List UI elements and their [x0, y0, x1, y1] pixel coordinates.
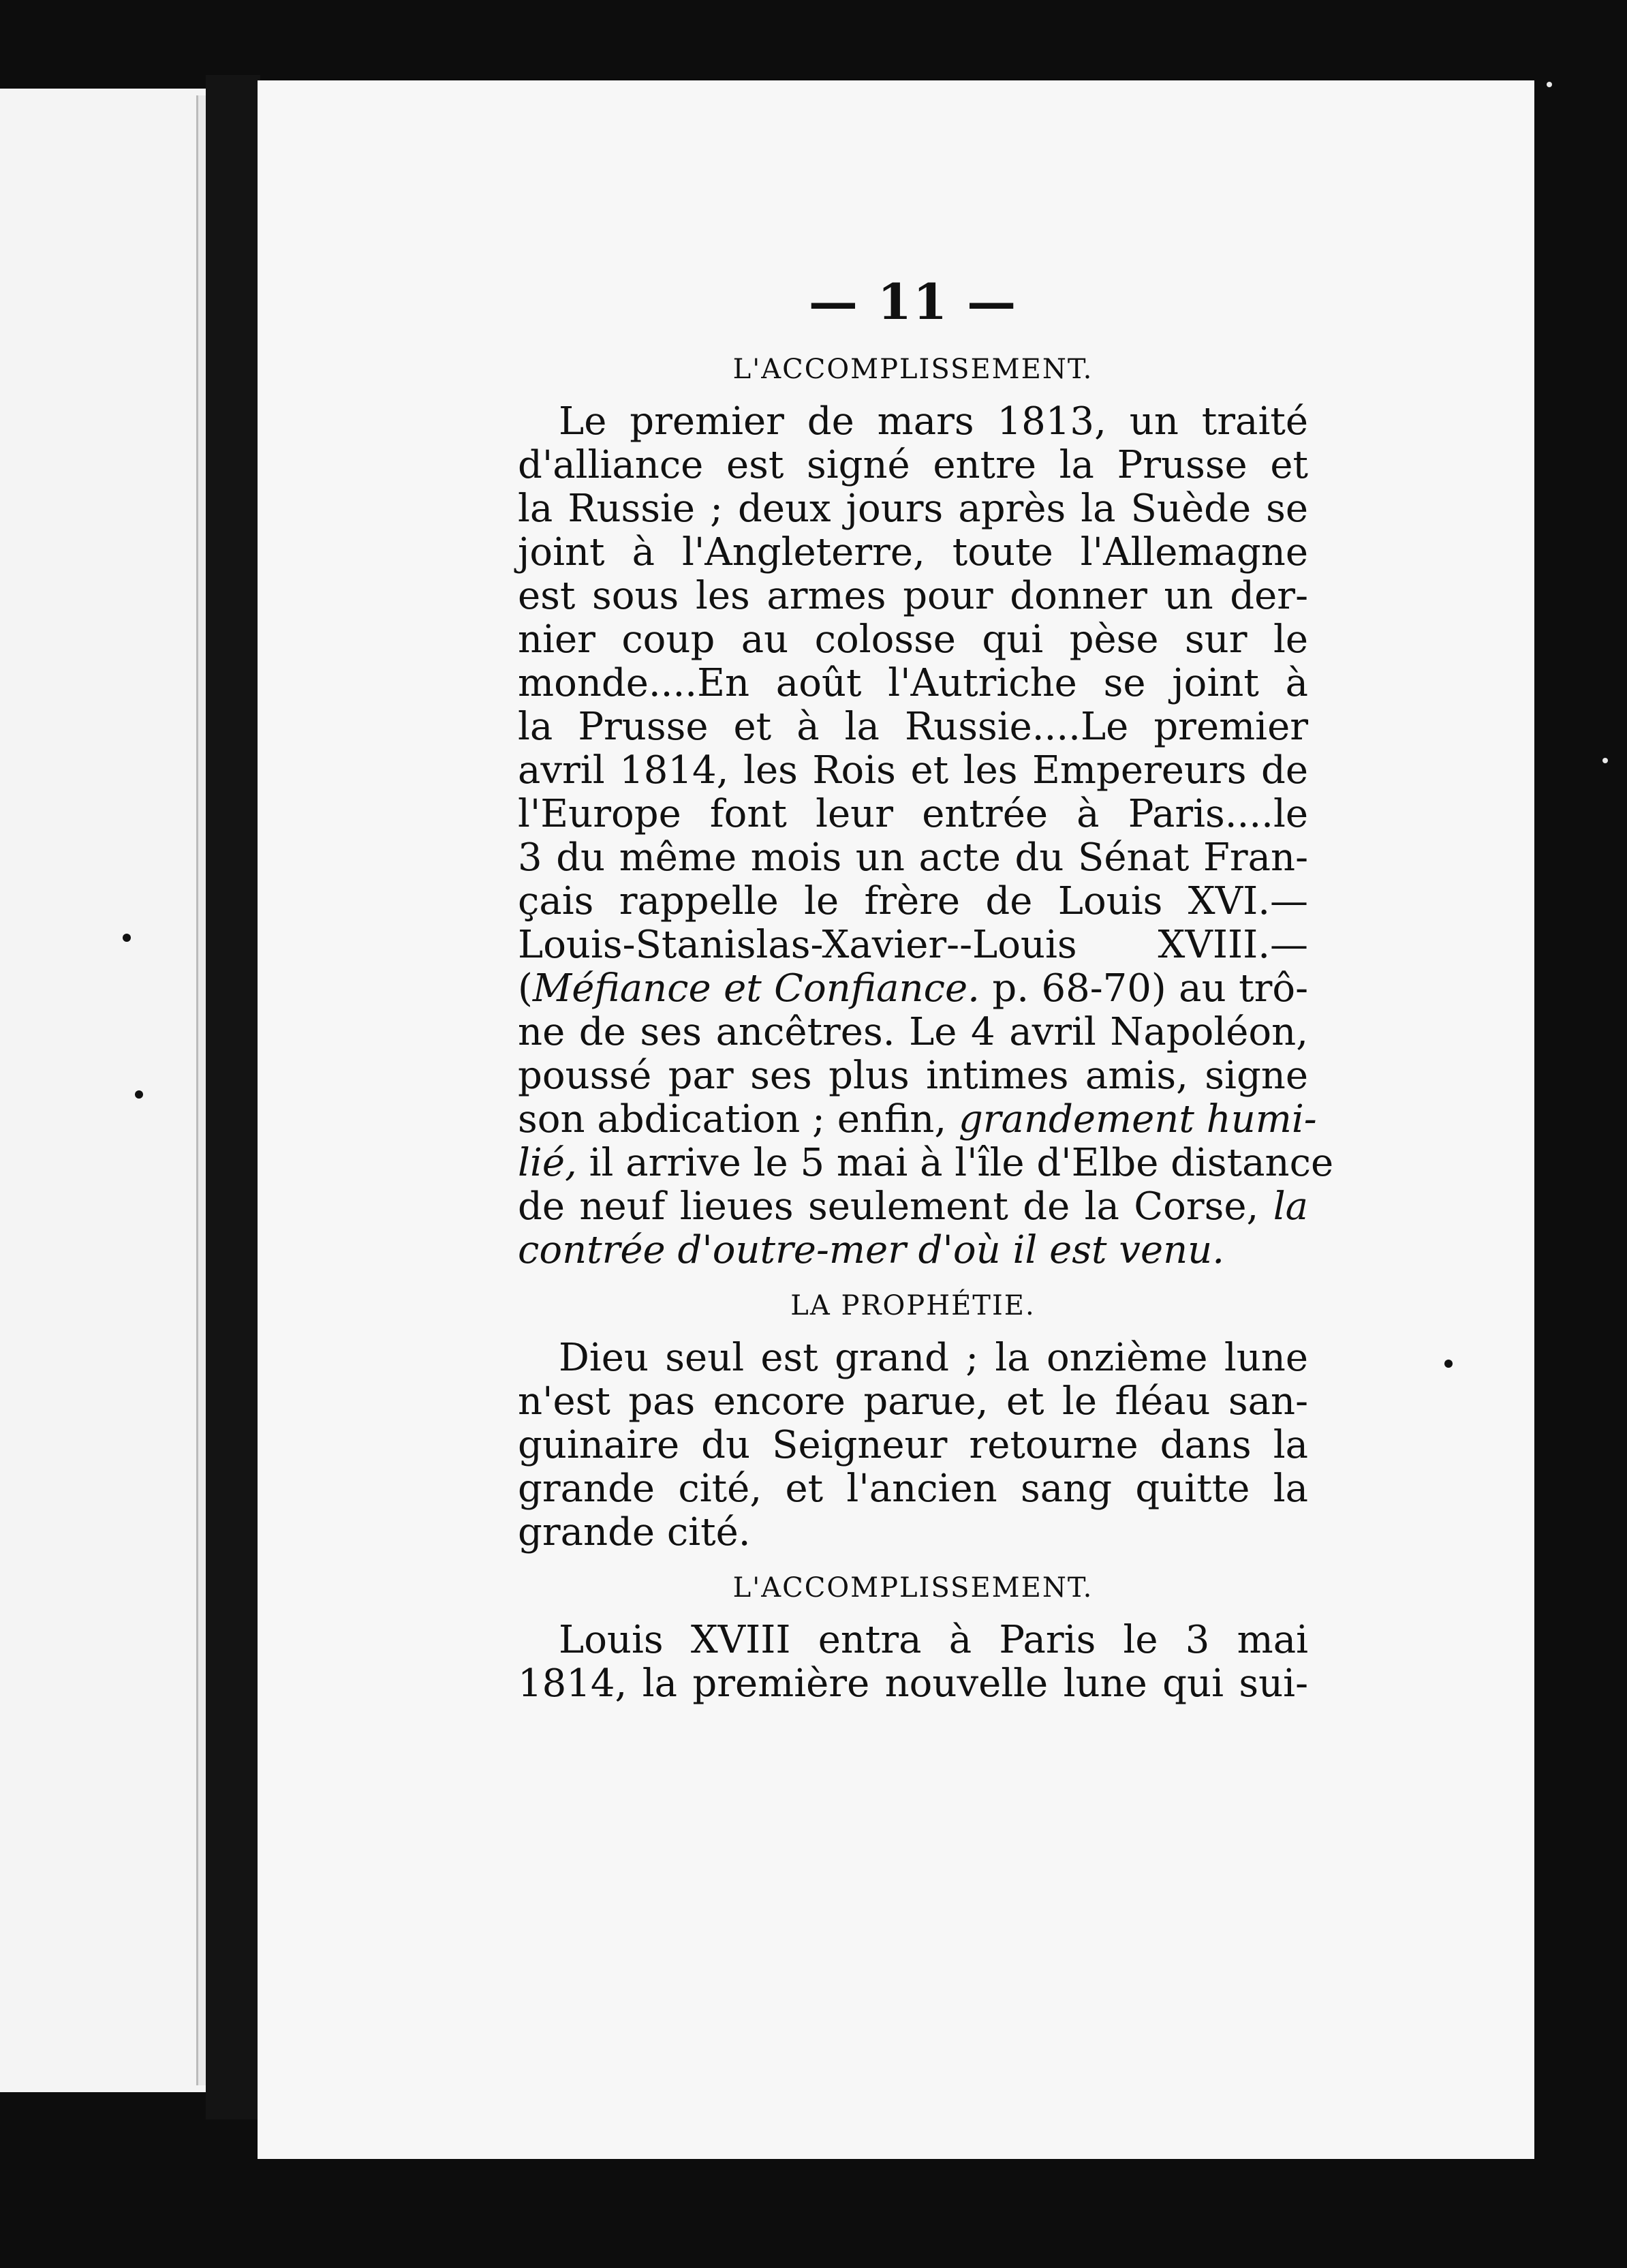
- text-line: la Prusse et à la Russie....Le premier: [518, 705, 1308, 749]
- text-run: il arrive le 5 mai à l'île d'Elbe distance: [576, 1141, 1334, 1185]
- text-line: Louis-Stanislas-Xavier--Louis XVIII.—: [518, 923, 1308, 967]
- text-run: de neuf lieues seulement de la Corse,: [518, 1184, 1273, 1229]
- text-line: [518, 1185, 1308, 1229]
- text-line: [518, 1229, 1308, 1272]
- italic-phrase: contrée d'outre-mer d'où il est venu.: [518, 1228, 1225, 1272]
- scan-speck: [1547, 82, 1552, 87]
- section-heading: L'ACCOMPLISSEMENT.: [732, 1572, 1094, 1604]
- text-line: 3 du même mois un acte du Sénat Fran-: [518, 836, 1308, 880]
- text-run: son abdication ; enfin,: [518, 1097, 959, 1141]
- paragraph: [518, 1619, 1308, 1706]
- scan-speck: [1444, 1360, 1453, 1368]
- text-line: poussé par ses plus intimes amis, signe: [518, 1054, 1308, 1098]
- text-line: n'est pas encore parue, et le fléau san-: [518, 1379, 1308, 1424]
- text-line: [518, 967, 1308, 1011]
- text-line: guinaire du Seigneur retourne dans la: [518, 1423, 1308, 1467]
- text-line: est sous les armes pour donner un der-: [518, 574, 1308, 618]
- text-line: la Russie ; deux jours après la Suède se: [518, 487, 1308, 531]
- text-line: Le premier de mars 1813, un traité: [559, 399, 1308, 444]
- text-line: ne de ses ancêtres. Le 4 avril Napoléon,: [518, 1010, 1308, 1054]
- text-line: [518, 1141, 1334, 1185]
- paragraph: [518, 399, 1334, 1272]
- text-run: p. 68-70) au trô-: [979, 966, 1308, 1011]
- text-line: nier coup au colosse qui pèse sur le: [518, 617, 1308, 662]
- book-spine: [206, 75, 260, 2119]
- text-line: [518, 1097, 1317, 1141]
- text-line: l'Europe font leur entrée à Paris....le: [518, 792, 1308, 836]
- paragraph: [518, 1336, 1308, 1554]
- text-line: grande cité.: [518, 1510, 751, 1554]
- italic-phrase: grandement humi-: [958, 1097, 1317, 1141]
- text-line: 1814, la première nouvelle lune qui sui-: [518, 1661, 1308, 1706]
- text-run: (: [518, 966, 533, 1011]
- text-line: Dieu seul est grand ; la onzième lune: [559, 1336, 1308, 1380]
- text-line: avril 1814, les Rois et les Empereurs de: [518, 748, 1308, 793]
- italic-phrase: la: [1273, 1184, 1308, 1229]
- scan-speck: [135, 1090, 143, 1099]
- section-heading: LA PROPHÉTIE.: [790, 1290, 1036, 1321]
- text-line: monde....En août l'Autriche se joint à: [518, 661, 1308, 705]
- scan-speck: [1602, 758, 1608, 763]
- italic-title: Méfiance et Confiance.: [532, 966, 980, 1011]
- text-line: grande cité, et l'ancien sang quitte la: [518, 1467, 1308, 1511]
- text-line: çais rappelle le frère de Louis XVI.—: [518, 879, 1308, 923]
- italic-phrase: lié,: [518, 1141, 577, 1185]
- page-number: — 11 —: [808, 273, 1018, 331]
- section-heading: L'ACCOMPLISSEMENT.: [732, 354, 1094, 385]
- text-line: Louis XVIII entra à Paris le 3 mai: [559, 1618, 1308, 1662]
- text-line: d'alliance est signé entre la Prusse et: [518, 443, 1308, 487]
- text-line: joint à l'Angleterre, toute l'Allemagne: [518, 530, 1308, 574]
- text-column: [518, 273, 1334, 1706]
- scan-speck: [123, 934, 131, 942]
